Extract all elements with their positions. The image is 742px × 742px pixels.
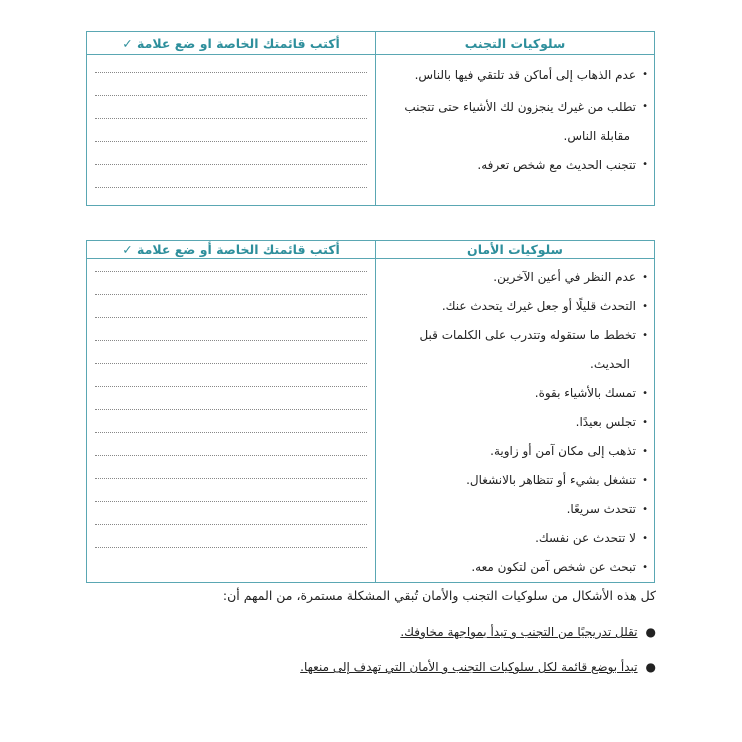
avoidance-table — [86, 31, 655, 206]
write-line — [95, 317, 367, 318]
avoidance-header-write-list: أكتب قائمتك الخاصة او ضع علامة ✓ — [122, 35, 340, 51]
recommendation-item: ● تقلل تدريجيًا من التجنب و تبدأ بمواجهة مخاوفك. — [400, 625, 656, 639]
write-line — [95, 547, 367, 548]
write-line — [95, 141, 367, 142]
list-item: • عدم النظر في أعين الآخرين. — [493, 270, 648, 284]
list-item: • تنشغل بشيء أو تتظاهر بالانشغال. — [466, 473, 648, 487]
list-item: • تمسك بالأشياء بقوة. — [534, 386, 648, 400]
write-line — [95, 340, 367, 341]
write-line — [95, 524, 367, 525]
write-line — [95, 95, 367, 96]
bullet-icon: ● — [645, 660, 656, 674]
safety-header-title: سلوكيات الأمان — [375, 241, 654, 258]
write-line — [95, 363, 367, 364]
summary-note: كل هذه الأشكال من سلوكيات التجنب والأمان تُبقي المشكلة مستمرة، من المهم أن: — [222, 588, 656, 603]
avoidance-behaviors-list — [375, 55, 654, 205]
write-line — [95, 432, 367, 433]
list-item: • التحدث قليلًا أو جعل غيرك يتحدث عنك. — [441, 299, 648, 313]
list-item: • تخطط ما ستقوله وتتدرب على الكلمات قبل — [419, 328, 648, 342]
list-item: • تطلب من غيرك ينجزون لك الأشياء حتى تتجنب — [404, 100, 648, 114]
write-line — [95, 386, 367, 387]
write-line — [95, 478, 367, 479]
write-line — [95, 118, 367, 119]
list-item-continuation: الحديث. — [590, 357, 630, 371]
recommendation-item: ● تبدأ بوضع قائمة لكل سلوكيات التجنب و الأمان التي تهدف إلى منعها. — [300, 660, 656, 674]
list-item: • تتحدث سريعًا. — [566, 502, 648, 516]
write-line — [95, 187, 367, 188]
safety-header-write-list: أكتب قائمتك الخاصة أو ضع علامة ✓ — [122, 242, 340, 257]
list-item: • تتجنب الحديث مع شخص تعرفه. — [477, 158, 648, 172]
list-item: • تذهب إلى مكان آمن أو زاوية. — [490, 444, 648, 458]
safety-table — [86, 240, 655, 583]
avoidance-header-title: سلوكيات التجنب — [375, 32, 654, 54]
write-line — [95, 164, 367, 165]
safety-write-area[interactable] — [87, 259, 375, 582]
write-line — [95, 409, 367, 410]
write-line — [95, 455, 367, 456]
avoidance-write-area[interactable] — [87, 55, 375, 205]
avoidance-table-header — [87, 32, 654, 55]
list-item: • عدم الذهاب إلى أماكن قد تلتقي فيها بالناس. — [414, 68, 648, 82]
write-line — [95, 294, 367, 295]
list-item: • لا تتحدث عن نفسك. — [535, 531, 648, 545]
safety-behaviors-list — [375, 259, 654, 582]
list-item: • تبحث عن شخص آمن لتكون معه. — [471, 560, 648, 574]
write-line — [95, 501, 367, 502]
write-line — [95, 271, 367, 272]
list-item: • تجلس بعيدًا. — [575, 415, 648, 429]
bullet-icon: ● — [645, 625, 656, 639]
list-item-continuation: مقابلة الناس. — [563, 129, 630, 143]
write-line — [95, 72, 367, 73]
safety-table-header — [87, 241, 654, 259]
